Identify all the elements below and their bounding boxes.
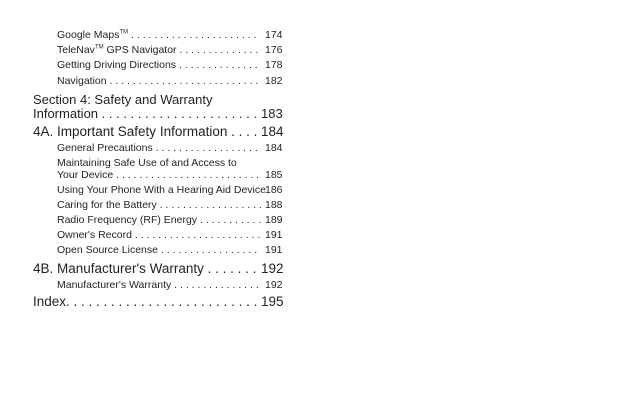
toc-title: 4B. Manufacturer's Warranty <box>33 261 204 276</box>
toc-title: Manufacturer's Warranty <box>57 279 172 291</box>
toc-leader-dots: . . . . . . . . . . . . . . . <box>171 279 259 291</box>
toc-leader-dots: . . . . . . . . . . . . . . . . . . . . . . . . . <box>113 169 260 181</box>
toc-title: Information <box>33 106 99 121</box>
toc-chapter-4a[interactable] <box>33 125 257 139</box>
toc-title: Getting Driving Directions <box>57 59 177 71</box>
toc-page-number: 178 <box>265 59 283 71</box>
toc-title: 4A. Important Safety Information <box>33 124 228 139</box>
toc-entry-caring-for-battery[interactable] <box>57 200 262 211</box>
toc-page-number: 189 <box>265 214 283 226</box>
toc-page-number: 174 <box>265 29 283 41</box>
toc-title: Open Source License <box>57 244 158 256</box>
toc-page-number: 186 <box>265 184 283 196</box>
trademark-symbol: TM <box>119 29 129 36</box>
toc-leader-dots: . . . . <box>227 124 258 139</box>
toc-title: TeleNav <box>57 44 95 56</box>
toc-title: Google Maps <box>57 29 120 41</box>
toc-title: Radio Frequency (RF) Energy <box>57 214 198 226</box>
toc-leader-dots: . . . . . . . . . . . . . . . . . . . . . . <box>98 106 257 121</box>
toc-page-number: 195 <box>261 294 284 309</box>
toc-entry-hearing-aid[interactable]: Using Your Phone With a Hearing Aid Device <box>57 184 266 196</box>
toc-entry-google-maps[interactable] <box>57 30 256 41</box>
toc-leader-dots: . . . . . . . <box>203 261 257 276</box>
toc-chapter-4b[interactable] <box>33 262 256 276</box>
toc-leader-dots: . . . . . . . . . . . . . . . . . . <box>156 199 262 211</box>
toc-leader-dots: . . . . . . . . . . . . . . . . . . . . . . <box>128 29 257 41</box>
toc-title: Your Device <box>57 169 114 181</box>
toc-title-rest: GPS Navigator <box>103 44 177 56</box>
toc-leader-dots: . . . . . . . . . . . . . . <box>176 59 258 71</box>
toc-title: General Precautions <box>57 142 153 154</box>
toc-leader-dots: . . . . . . . . . . . . . . <box>176 44 259 56</box>
toc-title: Navigation <box>57 75 107 87</box>
toc-entry-navigation[interactable] <box>57 76 258 87</box>
toc-entry-rf-energy[interactable] <box>57 215 261 226</box>
toc-title: Caring for the Battery <box>57 199 157 211</box>
toc-entry-general-precautions[interactable] <box>57 143 258 154</box>
toc-leader-dots: . . . . . . . . . . . . . . . . . . . . . . . . . . <box>106 75 259 87</box>
toc-entry-telenav[interactable] <box>57 45 258 56</box>
toc-leader-dots: . . . . . . . . . . . . . . . . . . <box>152 142 258 154</box>
toc-section-4-title-line2[interactable] <box>33 107 257 120</box>
toc-page-number: 188 <box>265 199 283 211</box>
toc-entry-open-source-license[interactable] <box>57 245 257 256</box>
toc-page-number: 176 <box>265 44 283 56</box>
toc-title: Owner's Record <box>57 229 132 241</box>
trademark-symbol: TM <box>94 44 104 51</box>
toc-page-number: 191 <box>265 244 283 256</box>
toc-entry-maintaining-safe-use-line2[interactable] <box>57 170 259 181</box>
toc-entry-driving-directions[interactable] <box>57 60 258 71</box>
toc-section-4-title[interactable]: Section 4: Safety and Warranty <box>33 92 213 107</box>
toc-entry-maintaining-safe-use[interactable]: Maintaining Safe Use of and Access to <box>57 157 237 169</box>
toc-page-number: 184 <box>261 124 284 139</box>
toc-page-number: 192 <box>265 279 283 291</box>
toc-leader-dots: . . . . . . . . . . . . . . . . . <box>157 244 258 256</box>
toc-page-number: 184 <box>265 142 283 154</box>
toc-page-number: 183 <box>261 106 283 121</box>
toc-index[interactable] <box>33 295 257 309</box>
toc-entry-owners-record[interactable] <box>57 230 260 241</box>
toc-leader-dots: . . . . . . . . . . . . . . . . . . . . . . <box>131 229 261 241</box>
toc-page-number: 185 <box>265 169 283 181</box>
toc-page-number: 191 <box>265 229 283 241</box>
toc-page-number: 182 <box>265 75 283 87</box>
toc-leader-dots: . . . . . . . . . . . <box>197 214 262 226</box>
toc-title: Index <box>33 294 67 309</box>
toc-entry-manufacturers-warranty[interactable] <box>57 280 259 291</box>
toc-page-number: 192 <box>261 261 284 276</box>
toc-leader-dots: . . . . . . . . . . . . . . . . . . . . . . . . . . <box>66 294 258 309</box>
